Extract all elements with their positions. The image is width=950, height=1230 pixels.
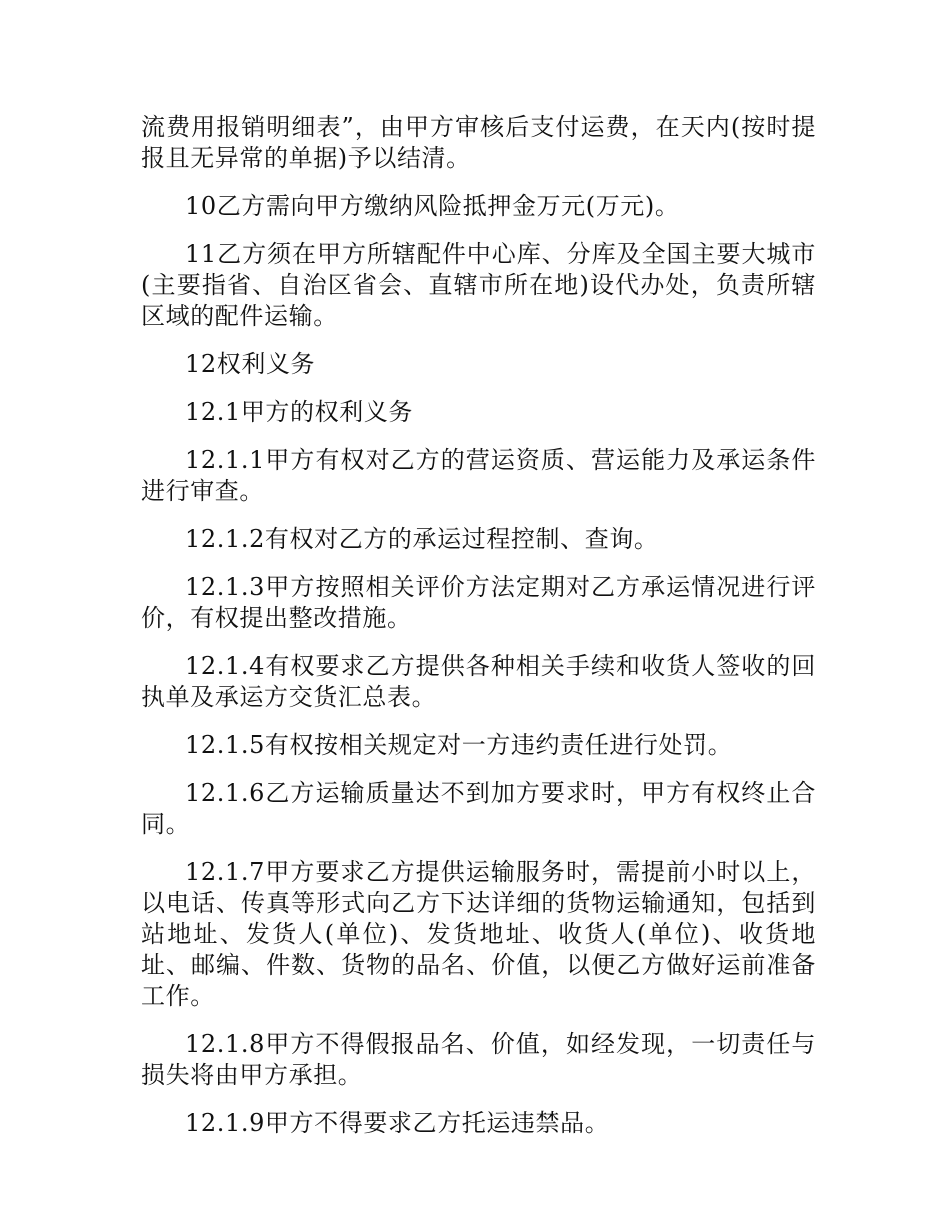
paragraph-clause-12-1-3: 12.1.3甲方按照相关评价方法定期对乙方承运情况进行评价，有权提出整改措施。 (141, 573, 816, 632)
paragraph-clause-12-1-6: 12.1.6乙方运输质量达不到加方要求时，甲方有权终止合同。 (141, 779, 816, 838)
paragraph-clause-12-1-5: 12.1.5有权按相关规定对一方违约责任进行处罚。 (185, 731, 733, 759)
paragraph-clause-11: 11乙方须在甲方所辖配件中心库、分库及全国主要大城市(主要指省、自治区省会、直辖市所在地)设代办处，负责所辖区域的配件运输。 (141, 240, 816, 330)
paragraph-clause-12-1-2: 12.1.2有权对乙方的承运过程控制、查询。 (185, 525, 659, 553)
paragraph-clause-10: 10乙方需向甲方缴纳风险抵押金万元(万元)。 (185, 192, 680, 220)
heading-clause-12: 12权利义务 (185, 350, 316, 378)
paragraph-clause-12-1-1: 12.1.1甲方有权对乙方的营运资质、营运能力及承运条件进行审查。 (141, 446, 816, 505)
paragraph-clause-12-1-4: 12.1.4有权要求乙方提供各种相关手续和收货人签收的回执单及承运方交货汇总表。 (141, 652, 816, 711)
paragraph-continuation: 流费用报销明细表”，由甲方审核后支付运费，在天内(按时提报且无异常的单据)予以结清。 (141, 113, 816, 172)
paragraph-clause-12-1-8: 12.1.8甲方不得假报品名、价值，如经发现，一切责任与损失将由甲方承担。 (141, 1030, 816, 1089)
heading-clause-12-1: 12.1甲方的权利义务 (185, 398, 414, 426)
paragraph-clause-12-1-9: 12.1.9甲方不得要求乙方托运违禁品。 (185, 1109, 610, 1137)
paragraph-clause-12-1-7: 12.1.7甲方要求乙方提供运输服务时，需提前小时以上，以电话、传真等形式向乙方下达详细的货物运输通知，包括到站地址、发货人(单位)、发货地址、收货人(单位)、收货地址、邮编、件数、货物的品名、价值，以便乙方做好运前准备工作。 (141, 858, 816, 1010)
document-page (141, 112, 816, 1156)
